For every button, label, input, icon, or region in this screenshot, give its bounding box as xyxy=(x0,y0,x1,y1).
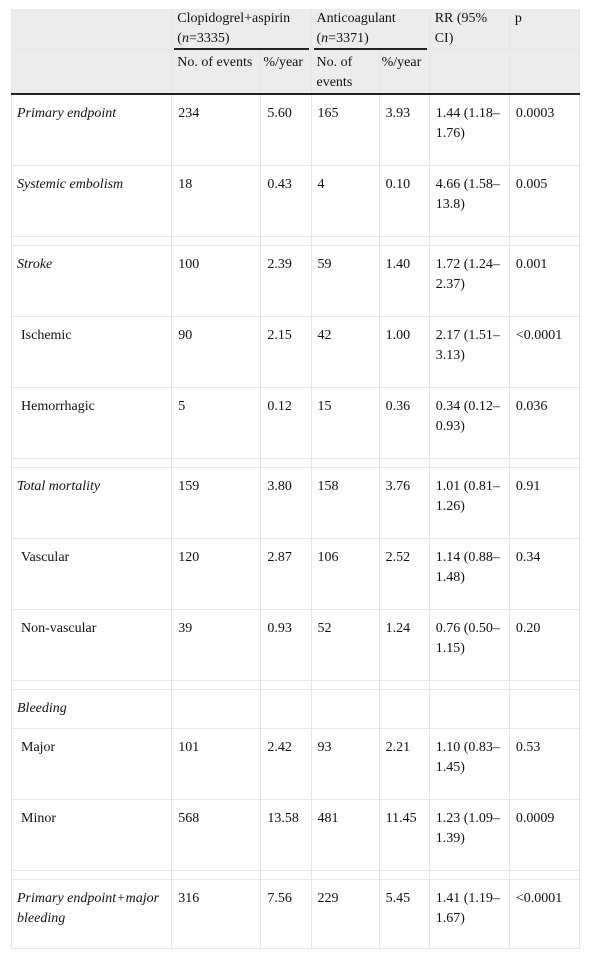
cell-g2-events: 15 xyxy=(311,388,379,459)
cell-p: 0.20 xyxy=(509,610,579,681)
spacer-cell xyxy=(261,871,311,880)
spacer-cell xyxy=(379,237,429,246)
spacer-cell xyxy=(311,237,379,246)
cell-g1-events: 5 xyxy=(172,388,261,459)
spacer-cell xyxy=(509,871,579,880)
cell-g2-rate: 2.52 xyxy=(379,539,429,610)
spacer-cell xyxy=(12,237,172,246)
group2-name: Anticoagulant xyxy=(316,11,396,26)
header-g2-events: No. of events xyxy=(311,50,379,95)
cell-g2-rate: 1.24 xyxy=(379,610,429,681)
cell-g2-events: 93 xyxy=(311,729,379,800)
header-rr: RR (95% CI) xyxy=(429,9,509,50)
cell-rr: 1.72 (1.24–2.37) xyxy=(429,246,509,317)
cell-g1-events: 159 xyxy=(172,468,261,539)
header-empty-2 xyxy=(12,50,172,95)
cell-g1-rate: 2.39 xyxy=(261,246,311,317)
cell-rr: 4.66 (1.58–13.8) xyxy=(429,166,509,237)
cell-g1-events: 100 xyxy=(172,246,261,317)
cell-g2-events: 52 xyxy=(311,610,379,681)
spacer-cell xyxy=(311,459,379,468)
spacer-cell xyxy=(261,681,311,690)
results-table xyxy=(11,9,580,949)
cell-p: <0.0001 xyxy=(509,880,579,949)
cell-g1-rate: 0.93 xyxy=(261,610,311,681)
spacer-cell xyxy=(429,681,509,690)
table-row xyxy=(12,539,580,610)
cell-g2-events xyxy=(311,690,379,729)
spacer-cell xyxy=(379,871,429,880)
header-group-anticoagulant: Anticoagulant (n=3371) xyxy=(311,9,429,50)
spacer-cell xyxy=(509,459,579,468)
header-g1-events: No. of events xyxy=(172,50,261,95)
cell-g1-events: 90 xyxy=(172,317,261,388)
spacer-cell xyxy=(311,681,379,690)
cell-p: 0.91 xyxy=(509,468,579,539)
cell-rr xyxy=(429,690,509,729)
header-empty-3 xyxy=(429,50,509,95)
cell-p xyxy=(509,690,579,729)
table-row xyxy=(12,468,580,539)
cell-g1-events: 316 xyxy=(172,880,261,949)
cell-p: 0.005 xyxy=(509,166,579,237)
results-table-container xyxy=(11,9,580,949)
cell-g1-events: 18 xyxy=(172,166,261,237)
cell-rr: 0.34 (0.12–0.93) xyxy=(429,388,509,459)
header-g2-rate: %/year xyxy=(379,50,429,95)
cell-g1-events: 120 xyxy=(172,539,261,610)
cell-g1-rate: 13.58 xyxy=(261,800,311,871)
group1-name: Clopidogrel+aspirin xyxy=(177,11,291,26)
cell-g2-rate: 0.10 xyxy=(379,166,429,237)
header-p: p xyxy=(509,9,579,50)
cell-g1-events: 101 xyxy=(172,729,261,800)
cell-g1-events xyxy=(172,690,261,729)
row-label: Ischemic xyxy=(12,317,172,388)
spacer-cell xyxy=(429,871,509,880)
cell-g1-rate: 2.87 xyxy=(261,539,311,610)
cell-g1-rate: 0.12 xyxy=(261,388,311,459)
cell-g2-rate: 3.76 xyxy=(379,468,429,539)
cell-g2-events: 59 xyxy=(311,246,379,317)
cell-rr: 1.14 (0.88–1.48) xyxy=(429,539,509,610)
cell-g1-rate: 3.80 xyxy=(261,468,311,539)
cell-g2-events: 165 xyxy=(311,94,379,166)
cell-g1-events: 568 xyxy=(172,800,261,871)
header-empty-4 xyxy=(509,50,579,95)
spacer-cell xyxy=(509,681,579,690)
table-row xyxy=(12,729,580,800)
spacer-cell xyxy=(12,871,172,880)
table-row xyxy=(12,800,580,871)
row-spacer xyxy=(12,237,580,246)
spacer-cell xyxy=(172,459,261,468)
spacer-cell xyxy=(379,681,429,690)
spacer-cell xyxy=(172,237,261,246)
header-g1-rate: %/year xyxy=(261,50,311,95)
row-spacer xyxy=(12,871,580,880)
cell-g2-rate: 11.45 xyxy=(379,800,429,871)
cell-g2-rate: 2.21 xyxy=(379,729,429,800)
cell-g2-rate xyxy=(379,690,429,729)
group1-n-prefix: n xyxy=(181,31,189,46)
spacer-cell xyxy=(509,237,579,246)
cell-g2-events: 106 xyxy=(311,539,379,610)
row-label: Non-vascular xyxy=(12,610,172,681)
table-row xyxy=(12,880,580,949)
cell-rr: 1.23 (1.09–1.39) xyxy=(429,800,509,871)
cell-g1-rate: 2.15 xyxy=(261,317,311,388)
row-spacer xyxy=(12,459,580,468)
row-label: Hemorrhagic xyxy=(12,388,172,459)
cell-p: 0.036 xyxy=(509,388,579,459)
spacer-cell xyxy=(12,459,172,468)
spacer-cell xyxy=(172,871,261,880)
cell-p: <0.0001 xyxy=(509,317,579,388)
cell-rr: 1.41 (1.19–1.67) xyxy=(429,880,509,949)
cell-g2-events: 229 xyxy=(311,880,379,949)
header-group-clopidogrel: Clopidogrel+aspirin (n=3335) xyxy=(172,9,311,50)
cell-g1-rate: 7.56 xyxy=(261,880,311,949)
spacer-cell xyxy=(261,459,311,468)
table-row xyxy=(12,246,580,317)
cell-g1-rate xyxy=(261,690,311,729)
spacer-cell xyxy=(12,681,172,690)
cell-rr: 2.17 (1.51–3.13) xyxy=(429,317,509,388)
row-label: Primary endpoint+major bleeding xyxy=(12,880,172,949)
row-label: Bleeding xyxy=(12,690,172,729)
row-label: Total mortality xyxy=(12,468,172,539)
cell-g1-events: 39 xyxy=(172,610,261,681)
cell-g2-rate: 1.40 xyxy=(379,246,429,317)
table-row xyxy=(12,610,580,681)
cell-p: 0.34 xyxy=(509,539,579,610)
row-spacer xyxy=(12,681,580,690)
row-label: Major xyxy=(12,729,172,800)
cell-p: 0.0009 xyxy=(509,800,579,871)
group1-n-value: =3335) xyxy=(188,31,230,46)
cell-rr: 1.44 (1.18–1.76) xyxy=(429,94,509,166)
cell-g2-events: 158 xyxy=(311,468,379,539)
table-row xyxy=(12,690,580,729)
row-label: Vascular xyxy=(12,539,172,610)
table-body xyxy=(12,94,580,949)
cell-p: 0.0003 xyxy=(509,94,579,166)
row-label: Systemic embolism xyxy=(12,166,172,237)
cell-g2-events: 481 xyxy=(311,800,379,871)
spacer-cell xyxy=(261,237,311,246)
header-empty xyxy=(12,9,172,50)
cell-g2-events: 42 xyxy=(311,317,379,388)
cell-rr: 0.76 (0.50–1.15) xyxy=(429,610,509,681)
cell-rr: 1.10 (0.83–1.45) xyxy=(429,729,509,800)
row-label: Stroke xyxy=(12,246,172,317)
cell-g1-rate: 0.43 xyxy=(261,166,311,237)
cell-p: 0.53 xyxy=(509,729,579,800)
table-row xyxy=(12,317,580,388)
table-row xyxy=(12,166,580,237)
spacer-cell xyxy=(172,681,261,690)
cell-g1-events: 234 xyxy=(172,94,261,166)
group2-n-prefix: n xyxy=(321,31,329,46)
row-label: Primary endpoint xyxy=(12,94,172,166)
row-label: Minor xyxy=(12,800,172,871)
group2-n-value: =3371) xyxy=(328,31,369,46)
cell-g2-rate: 0.36 xyxy=(379,388,429,459)
cell-g2-rate: 3.93 xyxy=(379,94,429,166)
table-row xyxy=(12,388,580,459)
cell-g2-rate: 1.00 xyxy=(379,317,429,388)
spacer-cell xyxy=(311,871,379,880)
spacer-cell xyxy=(429,237,509,246)
table-row xyxy=(12,94,580,166)
spacer-cell xyxy=(429,459,509,468)
spacer-cell xyxy=(379,459,429,468)
cell-g2-events: 4 xyxy=(311,166,379,237)
cell-g2-rate: 5.45 xyxy=(379,880,429,949)
cell-g1-rate: 2.42 xyxy=(261,729,311,800)
cell-g1-rate: 5.60 xyxy=(261,94,311,166)
cell-rr: 1.01 (0.81–1.26) xyxy=(429,468,509,539)
cell-p: 0.001 xyxy=(509,246,579,317)
